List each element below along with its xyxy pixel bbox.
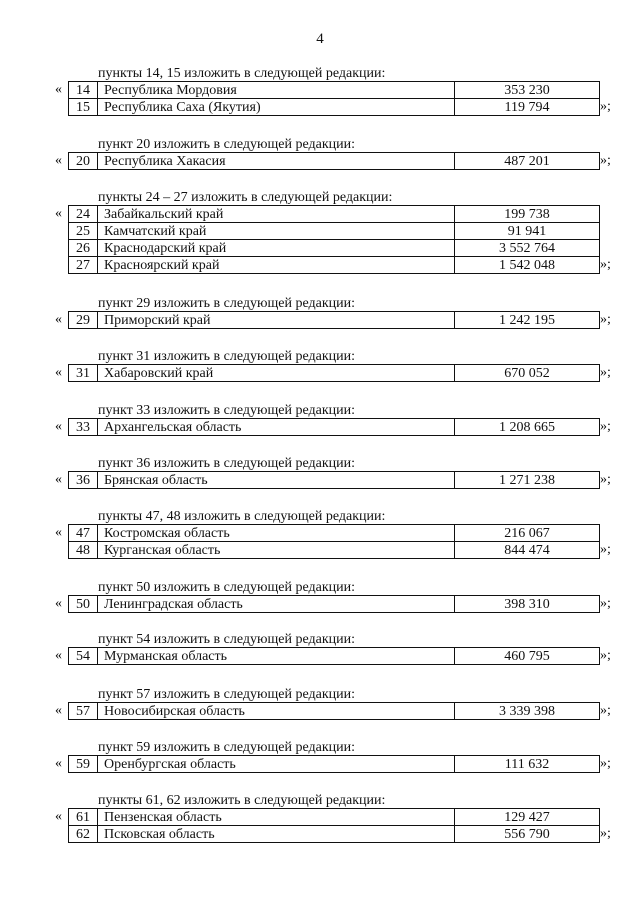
amendment-heading: пункт 33 изложить в следующей редакции: xyxy=(98,403,355,418)
table-row xyxy=(0,81,640,99)
amount-cell: 129 427 xyxy=(454,808,600,826)
row-number-cell: 27 xyxy=(68,256,98,274)
amount-cell: 216 067 xyxy=(454,524,600,542)
opening-quote: « xyxy=(55,809,62,824)
opening-quote: « xyxy=(55,82,62,97)
amount-cell: 3 339 398 xyxy=(454,702,600,720)
amount-cell: 353 230 xyxy=(454,81,600,99)
amendment-heading: пункт 20 изложить в следующей редакции: xyxy=(98,137,355,152)
amount-cell: 3 552 764 xyxy=(454,239,600,257)
amount-cell: 487 201 xyxy=(454,152,600,170)
opening-quote: « xyxy=(55,525,62,540)
closing-quote: »; xyxy=(600,99,611,114)
region-name-cell: Псковская область xyxy=(97,825,455,843)
amount-cell: 844 474 xyxy=(454,541,600,559)
region-name-cell: Республика Саха (Якутия) xyxy=(97,98,455,116)
table-row xyxy=(0,152,640,170)
row-number-cell: 57 xyxy=(68,702,98,720)
region-name-cell: Пензенская область xyxy=(97,808,455,826)
table-row xyxy=(0,647,640,665)
row-number-cell: 54 xyxy=(68,647,98,665)
closing-quote: »; xyxy=(600,756,611,771)
closing-quote: »; xyxy=(600,365,611,380)
amendment-heading: пункт 59 изложить в следующей редакции: xyxy=(98,740,355,755)
amount-cell: 199 738 xyxy=(454,205,600,223)
row-number-cell: 33 xyxy=(68,418,98,436)
amount-cell: 91 941 xyxy=(454,222,600,240)
region-name-cell: Брянская область xyxy=(97,471,455,489)
amount-cell: 1 542 048 xyxy=(454,256,600,274)
row-number-cell: 24 xyxy=(68,205,98,223)
row-number-cell: 26 xyxy=(68,239,98,257)
closing-quote: »; xyxy=(600,312,611,327)
opening-quote: « xyxy=(55,703,62,718)
region-name-cell: Хабаровский край xyxy=(97,364,455,382)
closing-quote: »; xyxy=(600,419,611,434)
opening-quote: « xyxy=(55,648,62,663)
amount-cell: 670 052 xyxy=(454,364,600,382)
table-row xyxy=(0,311,640,329)
amendment-heading: пункт 50 изложить в следующей редакции: xyxy=(98,580,355,595)
row-number-cell: 36 xyxy=(68,471,98,489)
amendment-heading: пункт 57 изложить в следующей редакции: xyxy=(98,687,355,702)
amendment-heading: пункт 36 изложить в следующей редакции: xyxy=(98,456,355,471)
table-row xyxy=(0,205,640,223)
row-number-cell: 48 xyxy=(68,541,98,559)
page-number: 4 xyxy=(316,31,324,47)
closing-quote: »; xyxy=(600,472,611,487)
amount-cell: 119 794 xyxy=(454,98,600,116)
opening-quote: « xyxy=(55,756,62,771)
amount-cell: 556 790 xyxy=(454,825,600,843)
amount-cell: 111 632 xyxy=(454,755,600,773)
row-number-cell: 25 xyxy=(68,222,98,240)
closing-quote: »; xyxy=(600,648,611,663)
closing-quote: »; xyxy=(600,703,611,718)
closing-quote: »; xyxy=(600,596,611,611)
table-row xyxy=(0,239,640,257)
table-row xyxy=(0,702,640,720)
amount-cell: 1 242 195 xyxy=(454,311,600,329)
amendment-heading: пункты 24 – 27 изложить в следующей редакции: xyxy=(98,190,393,205)
region-name-cell: Приморский край xyxy=(97,311,455,329)
amendment-heading: пункты 61, 62 изложить в следующей редакции: xyxy=(98,793,386,808)
row-number-cell: 14 xyxy=(68,81,98,99)
region-name-cell: Республика Мордовия xyxy=(97,81,455,99)
region-name-cell: Республика Хакасия xyxy=(97,152,455,170)
region-name-cell: Архангельская область xyxy=(97,418,455,436)
region-name-cell: Костромская область xyxy=(97,524,455,542)
table-row xyxy=(0,524,640,542)
table-row xyxy=(0,825,640,843)
region-name-cell: Красноярский край xyxy=(97,256,455,274)
amendment-heading: пункт 29 изложить в следующей редакции: xyxy=(98,296,355,311)
region-name-cell: Мурманская область xyxy=(97,647,455,665)
table-row xyxy=(0,222,640,240)
table-row xyxy=(0,98,640,116)
amount-cell: 460 795 xyxy=(454,647,600,665)
row-number-cell: 20 xyxy=(68,152,98,170)
region-name-cell: Камчатский край xyxy=(97,222,455,240)
table-row xyxy=(0,256,640,274)
row-number-cell: 59 xyxy=(68,755,98,773)
table-row xyxy=(0,471,640,489)
row-number-cell: 47 xyxy=(68,524,98,542)
table-row xyxy=(0,418,640,436)
table-row xyxy=(0,808,640,826)
opening-quote: « xyxy=(55,596,62,611)
amendment-heading: пункты 14, 15 изложить в следующей редакции: xyxy=(98,66,386,81)
closing-quote: »; xyxy=(600,826,611,841)
opening-quote: « xyxy=(55,153,62,168)
closing-quote: »; xyxy=(600,257,611,272)
amount-cell: 1 208 665 xyxy=(454,418,600,436)
amendment-heading: пункт 31 изложить в следующей редакции: xyxy=(98,349,355,364)
row-number-cell: 62 xyxy=(68,825,98,843)
table-row xyxy=(0,755,640,773)
table-row xyxy=(0,595,640,613)
opening-quote: « xyxy=(55,472,62,487)
amount-cell: 398 310 xyxy=(454,595,600,613)
closing-quote: »; xyxy=(600,153,611,168)
amendment-heading: пункты 47, 48 изложить в следующей редакции: xyxy=(98,509,386,524)
region-name-cell: Курганская область xyxy=(97,541,455,559)
region-name-cell: Ленинградская область xyxy=(97,595,455,613)
opening-quote: « xyxy=(55,365,62,380)
amendment-heading: пункт 54 изложить в следующей редакции: xyxy=(98,632,355,647)
amount-cell: 1 271 238 xyxy=(454,471,600,489)
region-name-cell: Краснодарский край xyxy=(97,239,455,257)
row-number-cell: 29 xyxy=(68,311,98,329)
opening-quote: « xyxy=(55,312,62,327)
row-number-cell: 61 xyxy=(68,808,98,826)
region-name-cell: Новосибирская область xyxy=(97,702,455,720)
table-row xyxy=(0,541,640,559)
region-name-cell: Забайкальский край xyxy=(97,205,455,223)
opening-quote: « xyxy=(55,206,62,221)
closing-quote: »; xyxy=(600,542,611,557)
opening-quote: « xyxy=(55,419,62,434)
table-row xyxy=(0,364,640,382)
row-number-cell: 50 xyxy=(68,595,98,613)
row-number-cell: 15 xyxy=(68,98,98,116)
row-number-cell: 31 xyxy=(68,364,98,382)
region-name-cell: Оренбургская область xyxy=(97,755,455,773)
